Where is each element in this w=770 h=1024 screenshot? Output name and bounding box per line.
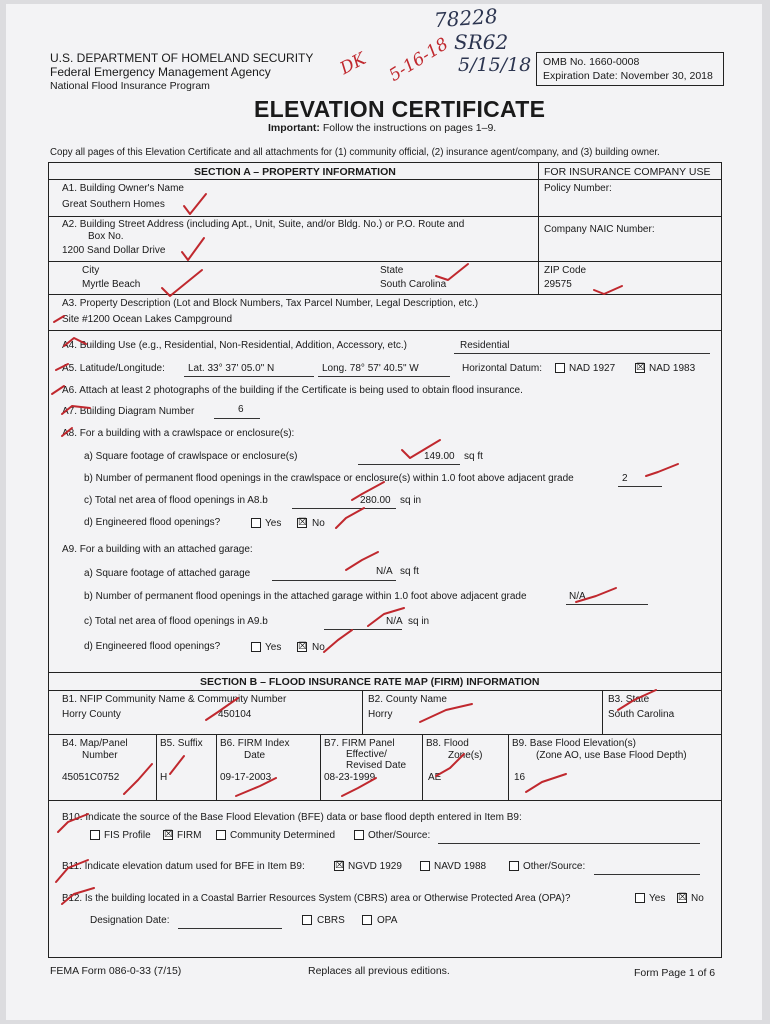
red-initials: DK bbox=[336, 48, 370, 80]
replaces-note: Replaces all previous editions. bbox=[308, 965, 450, 977]
b12-yes-label: Yes bbox=[649, 893, 666, 904]
check-a3 bbox=[54, 316, 64, 322]
a8d-no-label: No bbox=[312, 518, 325, 529]
check-state bbox=[436, 264, 468, 280]
b7-label-cont2: Revised Date bbox=[346, 760, 407, 771]
check-a2 bbox=[182, 238, 204, 260]
check-zip bbox=[594, 286, 622, 294]
a9c-unit: sq in bbox=[408, 616, 430, 627]
b8-label-cont: Zone(s) bbox=[448, 750, 483, 761]
city-value[interactable]: Myrtle Beach bbox=[82, 279, 141, 290]
community-determined-label: Community Determined bbox=[230, 830, 336, 841]
handwritten-number-top: 78228 bbox=[433, 4, 499, 33]
check-a9c bbox=[368, 608, 404, 626]
check-a5 bbox=[56, 364, 68, 370]
a9d-no-label: No bbox=[312, 642, 325, 653]
a8a-value[interactable]: 149.00 bbox=[424, 451, 455, 462]
cbrs-label: CBRS bbox=[317, 915, 345, 926]
check-b11 bbox=[56, 860, 88, 882]
page-title: ELEVATION CERTIFICATE bbox=[254, 96, 546, 122]
navd-1988-label: NAVD 1988 bbox=[434, 861, 487, 872]
check-b7 bbox=[342, 778, 376, 796]
check-a9b bbox=[576, 588, 616, 602]
important-text: Follow the instructions on pages 1–9. bbox=[322, 122, 497, 134]
check-city bbox=[162, 270, 202, 296]
a8c-unit: sq in bbox=[400, 495, 422, 506]
a8d-no-checkbox[interactable]: ☒ bbox=[298, 517, 307, 528]
firm-checkbox[interactable]: ☒ bbox=[164, 829, 173, 840]
handwritten-code: SR62 bbox=[454, 30, 509, 54]
b7-label-cont: Effective/ bbox=[346, 749, 387, 760]
department-name: U.S. DEPARTMENT OF HOMELAND SECURITY bbox=[50, 51, 314, 65]
a8a-unit: sq ft bbox=[464, 451, 483, 462]
check-a8a bbox=[402, 440, 440, 458]
a3-label: A3. Property Description (Lot and Block Numbers, Tax Parcel Number, Legal Description, etc.) bbox=[62, 298, 479, 309]
check-b1 bbox=[206, 698, 238, 720]
a5-label: A5. Latitude/Longitude: bbox=[62, 363, 165, 374]
check-b9 bbox=[526, 774, 566, 792]
b5-label: B5. Suffix bbox=[160, 738, 203, 749]
b1-community-name[interactable]: Horry County bbox=[62, 709, 121, 720]
b9-value[interactable]: 16 bbox=[514, 772, 526, 783]
agency-name: Federal Emergency Management Agency bbox=[50, 65, 271, 79]
check-b8 bbox=[436, 754, 464, 776]
check-b5 bbox=[170, 756, 184, 774]
nad1983-label: NAD 1983 bbox=[649, 363, 696, 374]
section-a-title: SECTION A – PROPERTY INFORMATION bbox=[194, 166, 396, 178]
a2-value[interactable]: 1200 Sand Dollar Drive bbox=[62, 245, 166, 256]
copy-note: Copy all pages of this Elevation Certificate and all attachments for (1) community official, (2) insurance agent/company, and (3) building owner. bbox=[50, 147, 660, 158]
firm-label: FIRM bbox=[177, 830, 202, 841]
a8a-label: a) Square footage of crawlspace or enclosure(s) bbox=[84, 451, 298, 462]
a9c-label: c) Total net area of flood openings in A9.b bbox=[84, 616, 268, 627]
b6-value[interactable]: 09-17-2003 bbox=[220, 772, 272, 783]
check-a9d bbox=[324, 630, 352, 652]
a8d-yes-label: Yes bbox=[265, 518, 282, 529]
check-b10 bbox=[58, 814, 88, 832]
a2-label: A2. Building Street Address (including Apt., Unit, Suite, and/or Bldg. No.) or P.O. Route and bbox=[62, 219, 465, 230]
b2-label: B2. County Name bbox=[368, 694, 447, 705]
b9-label: B9. Base Flood Elevation(s) bbox=[512, 738, 636, 749]
b4-value[interactable]: 45051C0752 bbox=[62, 772, 120, 783]
check-b3 bbox=[618, 690, 656, 710]
a9b-label: b) Number of permanent flood openings in the attached garage within 1.0 foot above adjacent grade bbox=[84, 591, 527, 602]
b12-no-label: No bbox=[691, 893, 704, 904]
nad1983-checkbox[interactable]: ☒ bbox=[636, 362, 645, 373]
b10-other-source-label: Other/Source: bbox=[368, 830, 431, 841]
b12-label: B12. Is the building located in a Coastal Barrier Resources System (CBRS) area or Otherwise Protected Area (OPA)? bbox=[62, 893, 571, 904]
a9b-value[interactable]: N/A bbox=[569, 591, 586, 602]
page-number: Form Page 1 of 6 bbox=[634, 967, 716, 979]
check-a9a bbox=[346, 552, 378, 570]
a4-label: A4. Building Use (e.g., Residential, Non-Residential, Addition, Accessory, etc.) bbox=[62, 340, 407, 351]
state-value[interactable]: South Carolina bbox=[380, 279, 447, 290]
naic-label: Company NAIC Number: bbox=[544, 224, 655, 235]
a9a-value[interactable]: N/A bbox=[376, 566, 393, 577]
a2-label-cont: Box No. bbox=[88, 231, 124, 242]
red-date: 5-16-18 bbox=[385, 34, 452, 86]
a8d-label: d) Engineered flood openings? bbox=[84, 517, 221, 528]
check-a7 bbox=[62, 406, 90, 414]
b6-label-cont: Date bbox=[244, 750, 266, 761]
a9a-unit: sq ft bbox=[400, 566, 419, 577]
state-label: State bbox=[380, 265, 404, 276]
a7-value[interactable]: 6 bbox=[238, 404, 244, 415]
a8b-label: b) Number of permanent flood openings in the crawlspace or enclosure(s) within 1.0 foot above adjacent grade bbox=[84, 473, 574, 484]
section-b-title: SECTION B – FLOOD INSURANCE RATE MAP (FIRM) INFORMATION bbox=[200, 676, 540, 688]
important-label: Important: bbox=[268, 122, 320, 134]
check-b12 bbox=[62, 888, 94, 904]
b3-value[interactable]: South Carolina bbox=[608, 709, 675, 720]
omb-number: OMB No. 1660-0008 bbox=[543, 56, 640, 68]
zip-label: ZIP Code bbox=[544, 265, 587, 276]
nad1927-label: NAD 1927 bbox=[569, 363, 616, 374]
city-label: City bbox=[82, 265, 100, 276]
ngvd-1929-label: NGVD 1929 bbox=[348, 861, 402, 872]
b12-no-checkbox[interactable]: ☒ bbox=[678, 892, 687, 903]
b4-label-cont: Number bbox=[82, 750, 118, 761]
a4-value[interactable]: Residential bbox=[460, 340, 510, 351]
form-id: FEMA Form 086-0-33 (7/15) bbox=[50, 965, 182, 977]
b7-value[interactable]: 08-23-1999 bbox=[324, 772, 376, 783]
check-b6 bbox=[236, 778, 276, 796]
a7-label: A7. Building Diagram Number bbox=[62, 406, 195, 417]
b5-value[interactable]: H bbox=[160, 772, 168, 783]
check-a8d bbox=[336, 508, 364, 528]
check-a8c bbox=[352, 482, 384, 500]
b8-value[interactable]: AE bbox=[428, 772, 442, 783]
check-a1 bbox=[184, 194, 206, 214]
longitude-value[interactable]: Long. 78° 57' 40.5" W bbox=[322, 363, 419, 374]
ngvd-1929-checkbox[interactable]: ☒ bbox=[335, 860, 344, 871]
a9d-label: d) Engineered flood openings? bbox=[84, 641, 221, 652]
a1-label: A1. Building Owner's Name bbox=[62, 183, 184, 194]
b11-other-source-label: Other/Source: bbox=[523, 861, 586, 872]
b2-value[interactable]: Horry bbox=[368, 709, 393, 720]
b11-label: B11. Indicate elevation datum used for BFE in Item B9: bbox=[62, 861, 305, 872]
fis-profile-label: FIS Profile bbox=[104, 830, 151, 841]
a9-label: A9. For a building with an attached garage: bbox=[62, 544, 253, 555]
program-name: National Flood Insurance Program bbox=[50, 80, 210, 92]
opa-label: OPA bbox=[377, 915, 398, 926]
a8c-label: c) Total net area of flood openings in A8.b bbox=[84, 495, 268, 506]
handwritten-date-1: 5/15/18 bbox=[458, 54, 532, 76]
b9-label-cont: (Zone AO, use Base Flood Depth) bbox=[536, 750, 687, 761]
a9c-value[interactable]: N/A bbox=[386, 616, 403, 627]
a8c-value[interactable]: 280.00 bbox=[360, 495, 391, 506]
check-a4 bbox=[64, 338, 86, 346]
b3-label: B3. State bbox=[608, 694, 650, 705]
check-b4 bbox=[124, 764, 152, 794]
b4-label: B4. Map/Panel bbox=[62, 738, 128, 749]
latitude-value[interactable]: Lat. 33° 37' 05.0" N bbox=[188, 363, 275, 374]
a9a-label: a) Square footage of attached garage bbox=[84, 568, 251, 579]
b8-label: B8. Flood bbox=[426, 738, 469, 749]
b7-label: B7. FIRM Panel bbox=[324, 738, 395, 749]
check-a8 bbox=[62, 428, 72, 436]
a9d-no-checkbox[interactable]: ☒ bbox=[298, 641, 307, 652]
reviewer-check-marks bbox=[6, 4, 762, 1020]
insurance-use-title: FOR INSURANCE COMPANY USE bbox=[544, 166, 711, 178]
elevation-certificate-page bbox=[6, 4, 762, 1020]
b1-label: B1. NFIP Community Name & Community Number bbox=[62, 694, 287, 705]
b10-label: B10. Indicate the source of the Base Flood Elevation (BFE) data or base flood depth entered in Item B9: bbox=[62, 812, 522, 823]
b6-label: B6. FIRM Index bbox=[220, 738, 290, 749]
expiration-date: Expiration Date: November 30, 2018 bbox=[543, 70, 713, 82]
check-a8b bbox=[646, 464, 678, 476]
policy-number-label: Policy Number: bbox=[544, 183, 612, 194]
a1-value[interactable]: Great Southern Homes bbox=[62, 199, 165, 210]
zip-value[interactable]: 29575 bbox=[544, 279, 572, 290]
a9d-yes-label: Yes bbox=[265, 642, 282, 653]
b1-community-number[interactable]: 450104 bbox=[218, 709, 252, 720]
check-b2 bbox=[420, 704, 472, 722]
horizontal-datum-label: Horizontal Datum: bbox=[462, 363, 543, 374]
a6-text: A6. Attach at least 2 photographs of the building if the Certificate is being used to obtain flood insurance. bbox=[62, 385, 523, 396]
designation-date-label: Designation Date: bbox=[90, 915, 170, 926]
a8b-value[interactable]: 2 bbox=[622, 473, 628, 484]
a8-label: A8. For a building with a crawlspace or enclosure(s): bbox=[62, 428, 295, 439]
check-a6 bbox=[52, 386, 64, 394]
a3-value[interactable]: Site #1200 Ocean Lakes Campground bbox=[62, 314, 233, 325]
